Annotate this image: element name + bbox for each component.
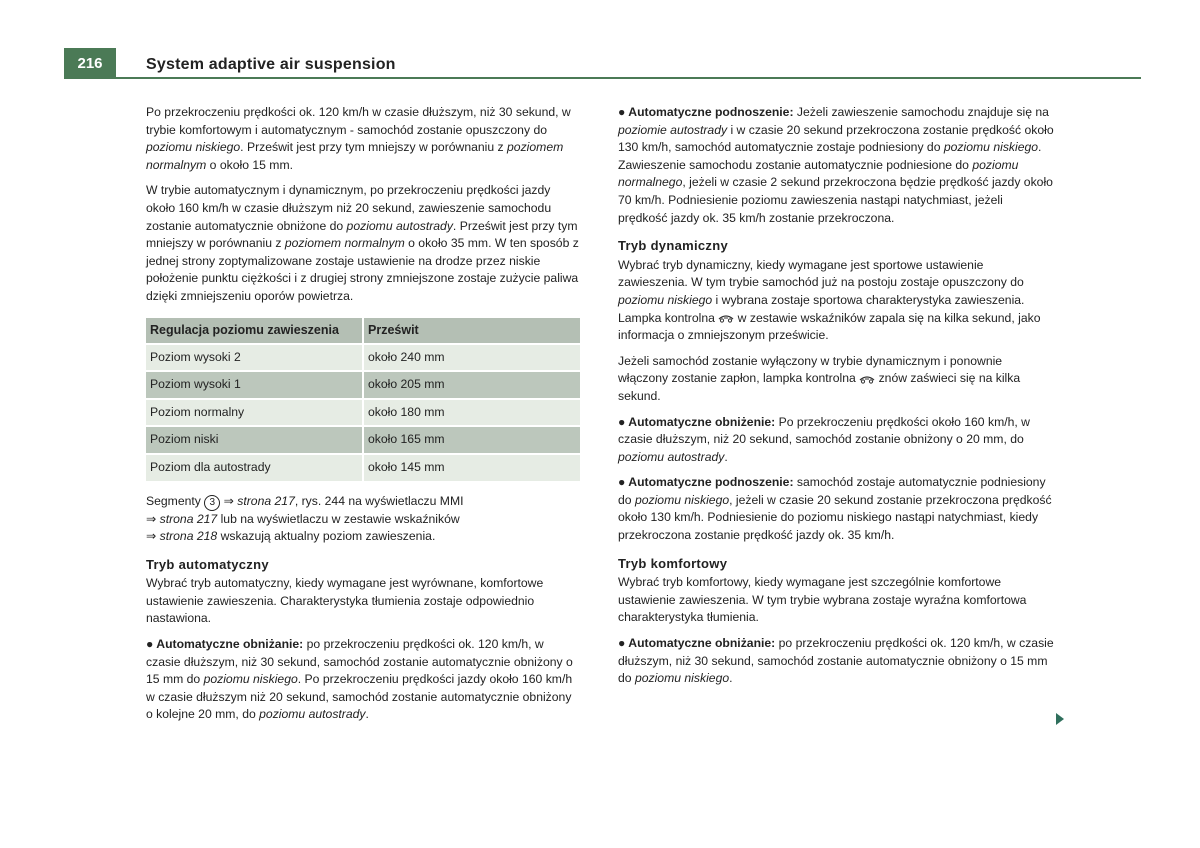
table-cell: Poziom wysoki 2 [146, 344, 363, 372]
comfort-mode-paragraph: Wybrać tryb komfortowy, kiedy wymagane jest szczególnie komfortowe ustawienie zawieszenia. W tym trybie wybrana zostaje wyraźna komfortowa charakterystyka tłumienia. [618, 575, 1027, 625]
heading-automatic-mode: Tryb automatyczny [146, 556, 269, 572]
bullet-auto-lowering-comfort: ● Automatyczne obniżanie: po przekroczeniu prędkości ok. 120 km/h, w czasie dłuższym, niż 30 sekund, samochód zostanie automatycznie obniżony o 15 mm do poziomu niskiego. [618, 636, 1054, 686]
table-row [146, 344, 580, 372]
header-rule [64, 77, 1141, 79]
left-column [146, 104, 580, 732]
dynamic-mode-paragraph-2: Jeżeli samochód zostanie wyłączony w trybie dynamicznym i ponownie włączony zostanie zapłon, lampka kontrolna znów zaświeci się na kilka sekund. [618, 353, 1021, 403]
page-reference-link[interactable]: strona 217 [237, 493, 295, 508]
table-header-row [146, 318, 580, 344]
automatic-mode-paragraph: Wybrać tryb automatyczny, kiedy wymagane jest wyrównane, komfortowe ustawienie zawieszenia. Charakterystyka tłumienia zostaje odpowiednio nastawiona. [146, 576, 544, 626]
segments-paragraph: Segmenty 3 ⇒ strona 217, rys. 244 na wyświetlaczu MMI ⇒ strona 217 lub na wyświetlaczu w zestawie wskaźników ⇒ strona 218 wskazują aktualny poziom zawieszenia. [146, 493, 464, 544]
bullet-auto-lowering-dynamic: ● Automatyczne obniżenie: Po przekroczeniu prędkości około 160 km/h, w czasie dłuższym, niż 20 sekund, samochód zostanie obniżony o 20 mm, do poziomu autostrady. [618, 414, 1030, 464]
table-cell: około 165 mm [363, 426, 580, 454]
table-header-cell: Regulacja poziomu zawieszenia [146, 318, 363, 344]
dynamic-mode-paragraph: Wybrać tryb dynamiczny, kiedy wymagane jest sportowe ustawienie zawieszenia. W tym trybie samochód już na postoju zostaje opuszczony do poziomu niskiego i wybrana zostaje sportowa charakterystyka zawieszenia. Lampka kontrolna w zestawie wskaźników zapala się na kilka sekund, jako informacja o zmniejszonym prześwicie. [618, 257, 1041, 343]
page-reference-link[interactable]: strona 218 [159, 529, 218, 544]
callout-number: 3 [204, 495, 220, 511]
continue-arrow-icon [1056, 713, 1064, 725]
table-cell: około 205 mm [363, 371, 580, 399]
suspension-warning-lamp-icon [718, 313, 734, 323]
clearance-table [146, 318, 580, 481]
table-cell: Poziom dla autostrady [146, 454, 363, 481]
paragraph-highway-level: W trybie automatycznym i dynamicznym, po przekroczeniu prędkości jazdy około 160 km/h w czasie dłuższym niż 20 sekund, zawieszenie samochodu zostanie automatycznie obniżone do poziomu autostrady. Prześwit jest przy tym mniejszy w porównaniu z poziomem normalnym o około 35 mm. W ten sposób z jednej strony zoptymalizowane zostaje ustawienie na drodze przez niskie położenie punktu ciężkości i z drugiej strony zmniejszone zostaje zużycie paliwa dzięki zmniejszeniu oporów powietrza. [146, 183, 579, 303]
page-title: System adaptive air suspension [146, 56, 396, 73]
page-number: 216 [64, 48, 116, 78]
table-row [146, 371, 580, 399]
table-cell: około 180 mm [363, 399, 580, 427]
suspension-warning-lamp-icon [859, 374, 875, 384]
table-cell: około 240 mm [363, 344, 580, 372]
heading-comfort-mode: Tryb komfortowy [618, 555, 728, 571]
bullet-auto-raising-dynamic: ● Automatyczne podnoszenie: samochód zostaje automatycznie podniesiony do poziomu niskiego, jeżeli w czasie 20 sekund zostanie przekroczona prędkość około 130 km/h. Podniesienie do poziomu niskiego nastąpi natychmiast, kiedy przekroczona zostanie prędkość jazdy ok. 35 km/h. [618, 475, 1052, 543]
table-cell: Poziom normalny [146, 399, 363, 427]
right-column [618, 104, 1054, 696]
paragraph-low-level: Po przekroczeniu prędkości ok. 120 km/h w czasie dłuższym, niż 30 sekund, w trybie komfortowym i automatycznym - samochód zostanie opuszczony do poziomu niskiego. Prześwit jest przy tym mniejszy w porównaniu z poziomem normalnym o około 15 mm. [146, 105, 571, 172]
table-row [146, 454, 580, 481]
table-row [146, 399, 580, 427]
table-cell: Poziom niski [146, 426, 363, 454]
table-header-cell: Prześwit [363, 318, 580, 344]
heading-dynamic-mode: Tryb dynamiczny [618, 238, 728, 254]
table-cell: Poziom wysoki 1 [146, 371, 363, 399]
bullet-auto-raising: ● Automatyczne podnoszenie: Jeżeli zawieszenie samochodu znajduje się na poziomie autostrady i w czasie 20 sekund przekroczona zostanie prędkość około 130 km/h, samochód automatycznie zostaje podniesiony do poziomu niskiego. Zawieszenie samochodu zostanie automatycznie podniesione do poziomu normalnego, jeżeli w czasie 2 sekund przekroczona będzie prędkość jazdy około 70 km/h. Podniesienie poziomu zawieszenia nastąpi natychmiast, jeżeli prędkość jazdy ok. 35 km/h zostanie przekroczona. [618, 105, 1054, 225]
table-cell: około 145 mm [363, 454, 580, 481]
page-reference-link[interactable]: strona 217 [159, 511, 218, 526]
bullet-auto-lowering: ● Automatyczne obniżanie: po przekroczeniu prędkości ok. 120 km/h, w czasie dłuższym, niż 30 sekund, samochód zostanie automatycznie obniżony o 15 mm do poziomu niskiego. Po przekroczeniu prędkości jazdy około 160 km/h w czasie dłuższym niż 20 sekund, samochód zostanie automatycznie obniżony o kolejne 20 mm, do poziomu autostrady. [146, 637, 573, 722]
table-row [146, 426, 580, 454]
